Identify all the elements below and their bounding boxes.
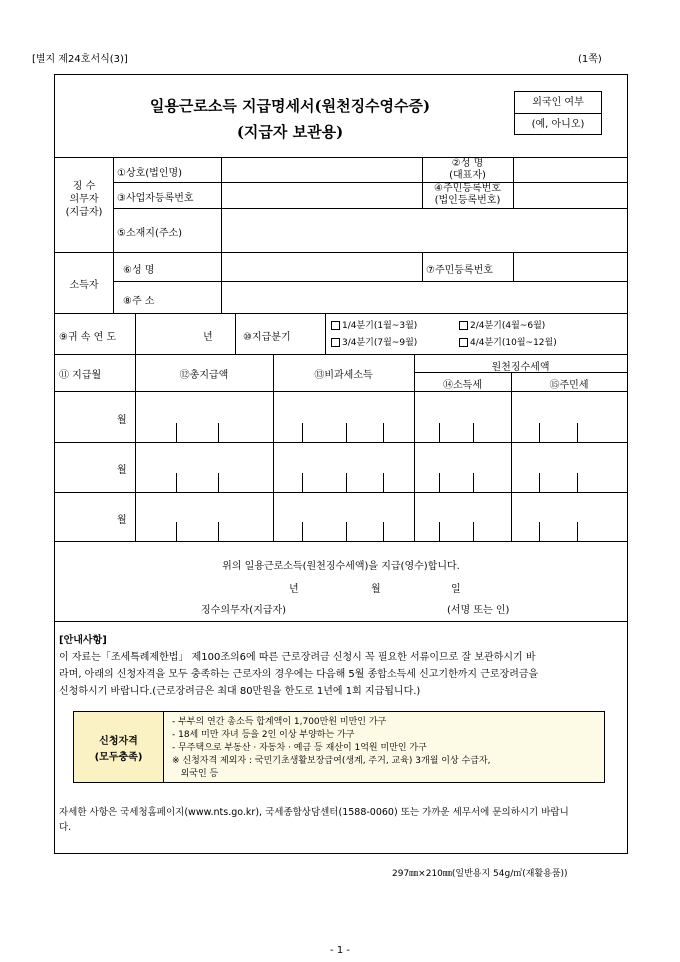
representative-label: ②성 명 (대표자) [449, 158, 486, 181]
signature-label: (서명 또는 인) [447, 605, 510, 616]
foreigner-label: 외국인 여부 [515, 92, 601, 114]
date-year: 년 [289, 584, 299, 595]
total-payment-header: ⑫총지급액 [179, 370, 229, 381]
form-reference: [별지 제24호서식(3)] [32, 54, 128, 65]
paper-spec: 297㎜×210㎜(일반용지 54g/㎡(재활용품)) [392, 869, 568, 879]
business-name-label: ①상호(법인명) [117, 168, 183, 179]
checkbox-icon[interactable] [459, 338, 468, 347]
resident-reg-no-label: ④주민등록번호 (법인등록번호) [434, 183, 501, 206]
list-item: - 18세 미만 자녀 등을 2인 이상 부양하는 가구 [172, 730, 355, 740]
address-label: ⑤소재지(주소) [117, 228, 183, 239]
quarter-4-option[interactable]: 4/4분기(10월~12월) [459, 335, 557, 348]
checkbox-icon[interactable] [459, 321, 468, 330]
notice-line: 이 자료는「조세특례제한법」 제100조의6에 따른 근로장려금 신청시 꼭 필요한 서류이므로 잘 보관하시기 바 [59, 652, 536, 663]
checkbox-icon[interactable] [331, 338, 340, 347]
date-month: 월 [371, 584, 381, 595]
list-item: - 부부의 연간 총소득 합계액이 1,700만원 미만인 가구 [172, 717, 387, 727]
notice-heading: [안내사항] [59, 635, 107, 646]
qualification-label: 신청자격 (모두충족) [74, 712, 164, 782]
earner-section-label: 소득자 [69, 280, 99, 291]
page-label: (1쪽) [578, 54, 602, 65]
payer-section-label: 징 수 의무자 (지급자) [65, 181, 103, 218]
date-day: 일 [451, 584, 461, 595]
notice-section [59, 632, 621, 700]
resident-tax-header: ⑮주민세 [549, 380, 589, 391]
non-taxable-header: ⑬비과세소득 [314, 370, 373, 381]
list-item: ※ 신청자격 제외자 : 국민기초생활보장급여(생계, 주거, 교육) 3개월 이상 수급자, [172, 756, 491, 766]
confirmation-statement: 위의 일용근로소득(원천징수세액)을 지급(영수)합니다. [222, 561, 460, 572]
more-info: 자세한 사항은 국세청홈페이지(www.nts.go.kr), 국세종합상담센터(1588-0060) 또는 가까운 세무서에 문의하시기 바랍니 다. [59, 807, 569, 833]
qualification-box [73, 711, 605, 783]
quarter-3-option[interactable]: 3/4분기(7월~9월) [331, 335, 417, 348]
quarter-1-option[interactable]: 1/4분기(1월~3월) [331, 318, 417, 331]
withholding-tax-header: 원천징수세액 [491, 362, 550, 373]
form-frame [54, 74, 628, 854]
form-subtitle: (지급자 보관용) [236, 123, 344, 141]
year-unit: 년 [203, 332, 213, 343]
business-reg-no-label: ③사업자등록번호 [117, 193, 194, 204]
month-row-3: 월 [117, 515, 127, 526]
foreigner-options[interactable]: (예, 아니오) [531, 119, 585, 130]
withholding-agent-label: 징수의무자(지급자) [201, 605, 287, 616]
notice-line: 라며, 아래의 신청자격을 모두 충족하는 근로자의 경우에는 다음해 5월 종합소득세 신고기한까지 근로장려금을 [59, 669, 539, 680]
foreigner-box [514, 91, 602, 135]
checkbox-icon[interactable] [331, 321, 340, 330]
earner-address-label: ⑧주 소 [123, 296, 155, 307]
page-number: - 1 - [330, 945, 350, 956]
payment-quarter-label: ⑩지급분기 [243, 332, 291, 343]
quarter-2-option[interactable]: 2/4분기(4월~6월) [459, 318, 545, 331]
earner-reg-no-label: ⑦주민등록번호 [426, 265, 493, 276]
list-item: 외국인 등 [172, 769, 219, 779]
earner-name-label: ⑥성 명 [123, 265, 155, 276]
payment-month-header: ⑪ 지급월 [59, 370, 102, 381]
month-row-2: 월 [117, 465, 127, 476]
list-item: - 무주택으로 부동산 · 자동차 · 예금 등 재산이 1억원 미만인 가구 [172, 743, 427, 753]
qualification-list [172, 716, 490, 781]
form-title: 일용근로소득 지급명세서(원천징수영수증) [149, 97, 431, 115]
attribution-year-label: ⑨귀 속 연 도 [59, 332, 117, 343]
notice-line: 신청하시기 바랍니다.(근로장려금은 최대 80만원을 한도로 1년에 1회 지급됩니다.) [59, 686, 421, 697]
income-tax-header: ⑭소득세 [443, 380, 482, 391]
month-row-1: 월 [117, 415, 127, 426]
